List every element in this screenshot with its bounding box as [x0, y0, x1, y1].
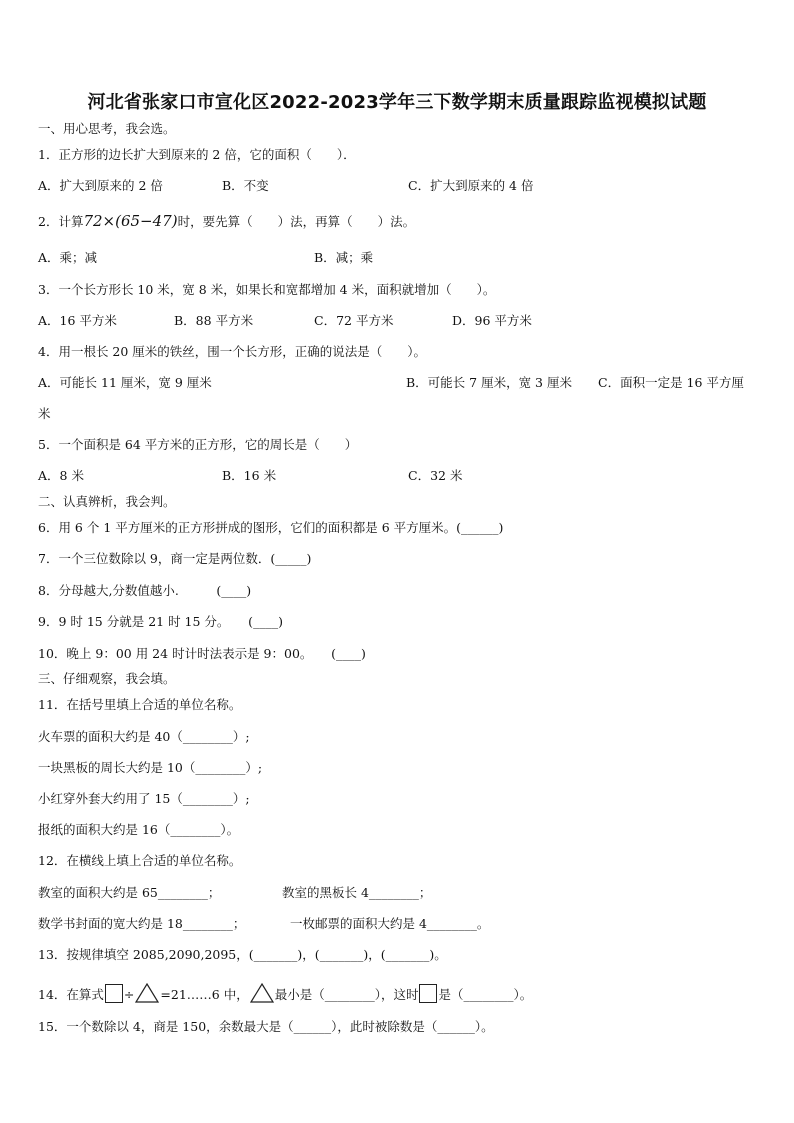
question-4: 4．用一根长 20 厘米的铁丝，围一个长方形，正确的说法是（ ）。 [38, 344, 427, 359]
q2-prefix: 2．计算 [38, 214, 84, 229]
question-2 [38, 213, 415, 230]
q4-option-b: B．可能长 7 厘米，宽 3 厘米 [406, 375, 572, 390]
q12-line-2b: 一枚邮票的面积大约是 4________。 [290, 916, 490, 931]
question-12: 12．在横线上填上合适的单位名称。 [38, 853, 242, 868]
q1-option-c: C．扩大到原来的 4 倍 [408, 178, 534, 193]
q11-line-4: 报纸的面积大约是 16（________）。 [38, 822, 240, 837]
q1-option-b: B．不变 [222, 178, 269, 193]
q14-middle: =21……6 中， [160, 987, 249, 1002]
section-1-heading: 一、用心思考，我会选。 [38, 121, 176, 136]
question-13: 13．按规律填空 2085,2090,2095，(_______)，(_______)，(_______)。 [38, 947, 447, 962]
q11-line-3: 小红穿外套大约用了 15（________）; [38, 791, 250, 806]
q2-suffix: 时，要先算（ ）法，再算（ ）法。 [177, 214, 416, 229]
q2-option-b: B．减；乘 [314, 250, 374, 265]
triangle-icon [250, 983, 274, 1003]
section-2-heading: 二、认真辨析，我会判。 [38, 494, 176, 509]
q12-line-1b: 教室的黑板长 4________； [282, 885, 432, 900]
question-7: 7．一个三位数除以 9，商一定是两位数．(_____) [38, 551, 312, 566]
q14-middle-2: 最小是（________），这时 [274, 987, 419, 1002]
section-3-heading: 三、仔细观察，我会填。 [38, 671, 176, 686]
q1-option-a: A．扩大到原来的 2 倍 [38, 178, 163, 193]
q5-option-c: C．32 米 [408, 468, 463, 483]
q14-division-sign: ÷ [123, 987, 135, 1002]
q3-option-a: A．16 平方米 [38, 313, 117, 328]
question-6: 6．用 6 个 1 平方厘米的正方形拼成的图形，它们的面积都是 6 平方厘米。(______) [38, 520, 504, 535]
triangle-icon [135, 983, 159, 1003]
question-10: 10．晚上 9：00 用 24 时计时法表示是 9：00。 (____) [38, 646, 366, 661]
exam-title: 河北省张家口市宣化区2022-2023学年三下数学期末质量跟踪监视模拟试题 [87, 92, 707, 113]
question-8: 8．分母越大,分数值越小. (____) [38, 583, 252, 598]
q14-prefix: 14．在算式 [38, 987, 104, 1002]
q4-option-a: A．可能长 11 厘米，宽 9 厘米 [38, 375, 212, 390]
q5-option-a: A．8 米 [38, 468, 84, 483]
q12-line-1a: 教室的面积大约是 65________； [38, 885, 221, 900]
question-15: 15．一个数除以 4，商是 150，余数最大是（______），此时被除数是（______）。 [38, 1019, 494, 1034]
q4-option-c-continued: 米 [38, 406, 51, 421]
q5-option-b: B．16 米 [222, 468, 277, 483]
q4-option-c: C．面积一定是 16 平方厘 [598, 375, 744, 390]
q11-line-2: 一块黑板的周长大约是 10（________）; [38, 760, 263, 775]
question-1: 1．正方形的边长扩大到原来的 2 倍，它的面积（ ）． [38, 147, 356, 162]
q12-line-2a: 数学书封面的宽大约是 18________； [38, 916, 246, 931]
q3-option-d: D．96 平方米 [452, 313, 532, 328]
question-14 [38, 983, 532, 1003]
question-9: 9．9 时 15 分就是 21 时 15 分。 (____) [38, 614, 283, 629]
question-3: 3．一个长方形长 10 米，宽 8 米，如果长和宽都增加 4 米，面积就增加（ ）。 [38, 282, 496, 297]
q14-suffix: 是（________）。 [438, 987, 533, 1002]
blank-square-icon [419, 984, 437, 1003]
question-5: 5．一个面积是 64 平方米的正方形，它的周长是（ ） [38, 437, 358, 452]
q11-line-1: 火车票的面积大约是 40（________）; [38, 729, 250, 744]
blank-square-icon [105, 984, 123, 1003]
q3-option-b: B．88 平方米 [174, 313, 254, 328]
q2-expression: 72×(65−47) [83, 212, 178, 230]
q2-option-a: A．乘；减 [38, 250, 98, 265]
q3-option-c: C．72 平方米 [314, 313, 394, 328]
question-11: 11．在括号里填上合适的单位名称。 [38, 697, 242, 712]
